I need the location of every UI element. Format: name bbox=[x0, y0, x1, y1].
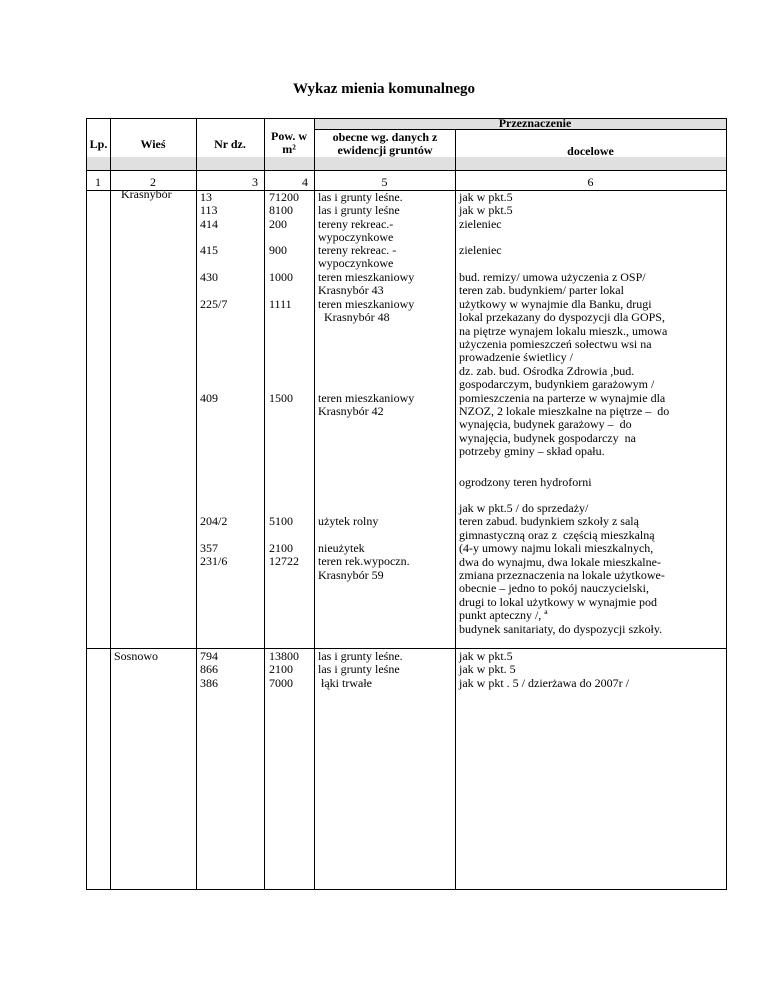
area-group-1: 71200 8100 200 bbox=[269, 190, 299, 231]
header-pow: Pow. w m² bbox=[271, 129, 307, 157]
header-lp: Lp. bbox=[89, 137, 108, 151]
current-use-430: teren mieszkaniowy Krasnybór 43 bbox=[318, 270, 415, 298]
target-use-hydrofornia: ogrodzony teren hydroforni bbox=[459, 475, 592, 489]
current-use-415: tereny rekreac. - wypoczynkowe bbox=[318, 243, 397, 271]
parcel-nr-group-1: 13 113 414 bbox=[200, 190, 218, 231]
current-use-group-7: nieużytek teren rek.wypoczn. Krasnybór 59 bbox=[318, 541, 410, 582]
parcel-nr-225-7: 225/7 bbox=[200, 297, 228, 311]
area-409: 1500 bbox=[269, 391, 293, 405]
area-430: 1000 bbox=[269, 270, 293, 284]
target-use-415: zieleniec bbox=[459, 243, 502, 257]
target-use-remiza: bud. remizy/ umowa użyczenia z OSP/ teren zab. budynkiem/ parter lokal użytkowy w wynajmie dla Banku, drugi lokal przekazany do dyspozycji dla GOPS, na piętrze wynajem lokalu mieszk., umowa użyczenia pomieszczeń sołectwu wsi na prowadzenie świetlicy / dz. zab. bud. Ośrodka Zdrowia ,bud. gospodarczym, budynkiem garażowym / pomieszczenia na parterze w wynajmie dla NZOZ, 2 lokale mieszkalne na piętrze – do wynajęcia, budynek garażowy – do wynajęcia, budynek gospodarczy na potrzeby gminy – skład opału. bbox=[459, 270, 670, 459]
header-wies: Wieś bbox=[140, 137, 166, 151]
parcel-nr-415: 415 bbox=[200, 243, 218, 257]
area-415: 900 bbox=[269, 243, 287, 257]
col-number-6: 6 bbox=[587, 175, 594, 189]
village-sosnowo: Sosnowo bbox=[114, 649, 159, 663]
parcel-nr-sosnowo: 794 866 386 bbox=[200, 649, 218, 690]
current-use-sosnowo: las i grunty leśne. las i grunty leśne łąki trwałe bbox=[318, 649, 403, 690]
area-225-7: 1111 bbox=[269, 297, 292, 311]
col-number-2: 2 bbox=[150, 175, 156, 189]
col-number-4: 4 bbox=[302, 175, 308, 189]
target-use-sosnowo: jak w pkt.5 jak w pkt. 5 jak w pkt . 5 / dzierżawa do 2007r / bbox=[459, 649, 629, 690]
parcel-nr-430: 430 bbox=[200, 270, 218, 284]
header-przeznaczenie: Przeznaczenie bbox=[498, 116, 572, 130]
current-use-204-2: użytek rolny bbox=[318, 514, 379, 528]
village-krasnybor: Krasnybór bbox=[121, 187, 172, 201]
current-use-409: teren mieszkaniowy Krasnybór 42 bbox=[318, 391, 415, 419]
current-use-225-7: teren mieszkaniowy Krasnybór 48 bbox=[318, 297, 415, 325]
target-use-group-1: jak w pkt.5 jak w pkt.5 zieleniec bbox=[459, 190, 513, 231]
header-obecne: obecne wg. danych z ewidencji gruntów bbox=[332, 130, 438, 158]
header-nr-dz: Nr dz. bbox=[214, 137, 246, 151]
parcel-nr-group-7: 357 231/6 bbox=[200, 541, 228, 569]
area-group-7: 2100 12722 bbox=[269, 541, 299, 569]
area-204-2: 5100 bbox=[269, 514, 293, 528]
current-use-group-1: las i grunty leśne. las i grunty leśne tereny rekreac.- wypoczynkowe bbox=[318, 190, 403, 245]
header-shade-bottom bbox=[86, 157, 726, 170]
col-number-1: 1 bbox=[95, 175, 101, 189]
page-title: Wykaz mienia komunalnego bbox=[293, 81, 475, 97]
target-use-szkola: jak w pkt.5 / do sprzedaży/ teren zabud. budynkiem szkoły z salą gimnastyczną oraz z częścią mieszkalną (4-y umowy najmu lokali mieszkalnych, dwa do wynajmu, dwa lokale mieszkalne- zmiana przeznaczenia na lokale użytkowe- obecnie – jedno to pokój nauczycielski, drugi to lokal użytkowy w wynajmie pod punkt apteczny /, ª budynek sanitariaty, do dyspozycji szkoły. bbox=[459, 501, 665, 636]
parcel-nr-409: 409 bbox=[200, 391, 218, 405]
area-sosnowo: 13800 2100 7000 bbox=[269, 649, 299, 690]
parcel-nr-204-2: 204/2 bbox=[200, 514, 228, 528]
header-docelowe: docelowe bbox=[567, 144, 614, 158]
col-number-3: 3 bbox=[252, 175, 258, 189]
col-number-5: 5 bbox=[381, 175, 388, 189]
